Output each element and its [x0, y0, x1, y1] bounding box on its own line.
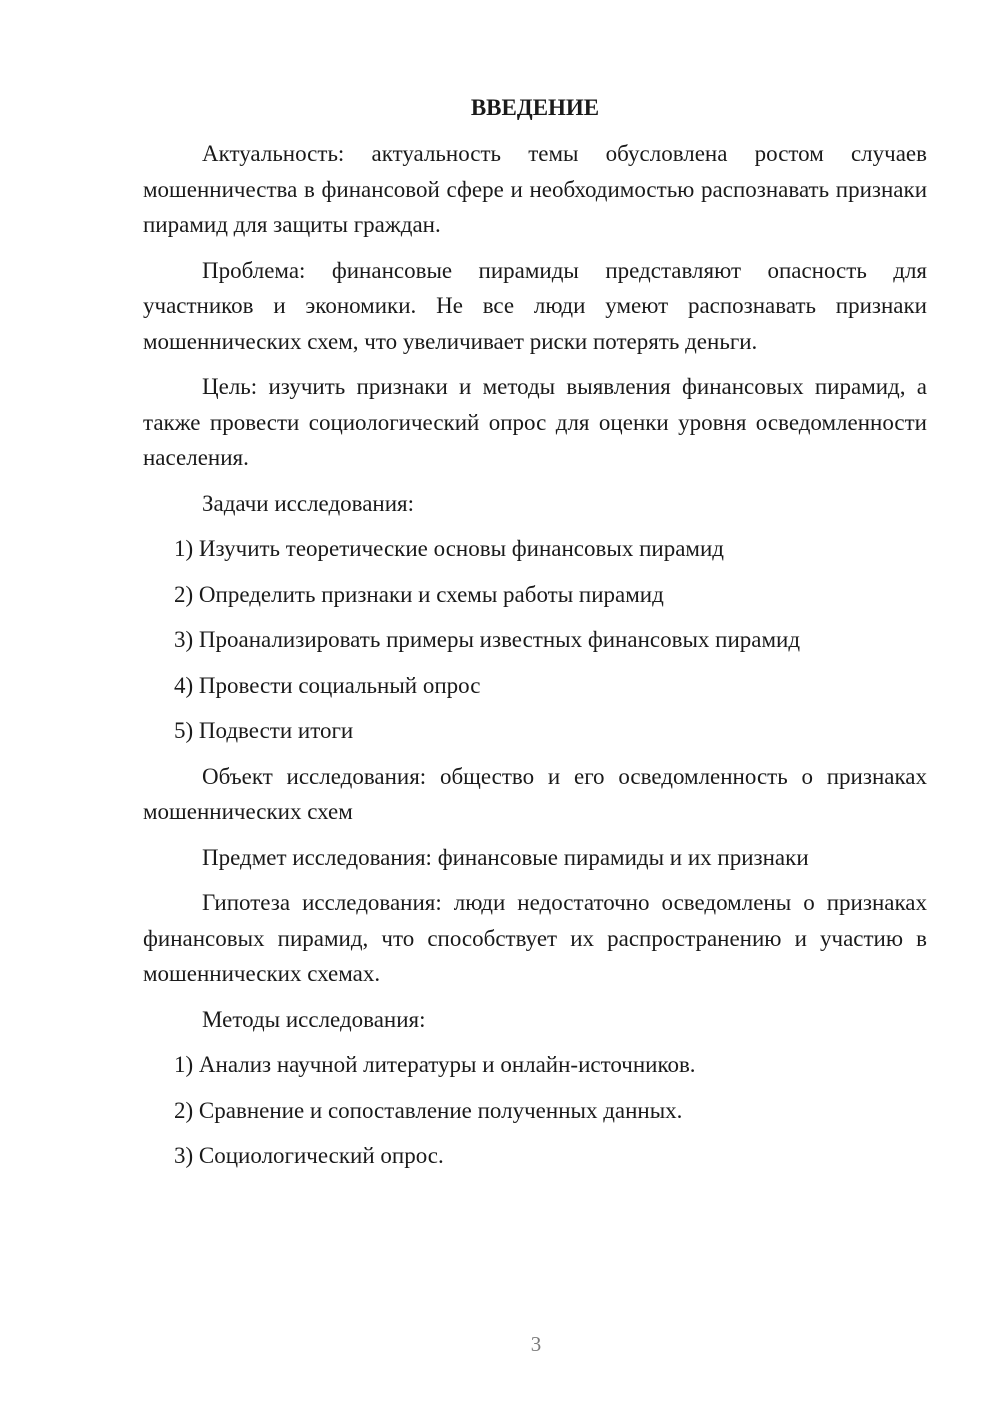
method-item: 3) Социологический опрос.: [174, 1143, 444, 1168]
task-item: 4) Провести социальный опрос: [174, 672, 481, 698]
page-title: ВВЕДЕНИЕ: [470, 95, 600, 120]
object-paragraph: Объект исследования: общество и его осведомленность о признаках мошеннических схем: [143, 763, 927, 824]
task-item: 2) Определить признаки и схемы работы пирамид: [174, 581, 664, 607]
problem-paragraph: Проблема: финансовые пирамиды представляют опасность для участников и экономики. Не все люди умеют распознавать признаки мошеннических схем, что увеличивает риски потерять деньги.: [143, 257, 927, 354]
method-item: 2) Сравнение и сопоставление полученных данных.: [174, 1097, 683, 1123]
task-item: 3) Проанализировать примеры известных финансовых пирамид: [174, 627, 801, 652]
hypothesis-paragraph: Гипотеза исследования: люди недостаточно осведомлены о признаках финансовых пирамид, что способствует их распространению и участию в мошеннических схемах.: [143, 890, 927, 986]
subject-paragraph: Предмет исследования: финансовые пирамиды и их признаки: [202, 844, 809, 870]
methods-heading: Методы исследования:: [202, 1006, 426, 1032]
task-item: 1) Изучить теоретические основы финансовых пирамид: [174, 536, 724, 561]
tasks-heading: Задачи исследования:: [202, 490, 415, 516]
task-item: 5) Подвести итоги: [174, 718, 354, 743]
method-item: 1) Анализ научной литературы и онлайн-источников.: [174, 1052, 696, 1077]
goal-paragraph: Цель: изучить признаки и методы выявления финансовых пирамид, а также провести социологический опрос для оценки уровня осведомленности населения.: [143, 374, 927, 470]
relevance-paragraph: Актуальность: актуальность темы обусловлена ростом случаев мошенничества в финансовой сфере и необходимостью распознавать признаки пирамид для защиты граждан.: [143, 141, 927, 237]
page-number: 3: [530, 1332, 542, 1356]
page-content: [143, 90, 927, 1184]
